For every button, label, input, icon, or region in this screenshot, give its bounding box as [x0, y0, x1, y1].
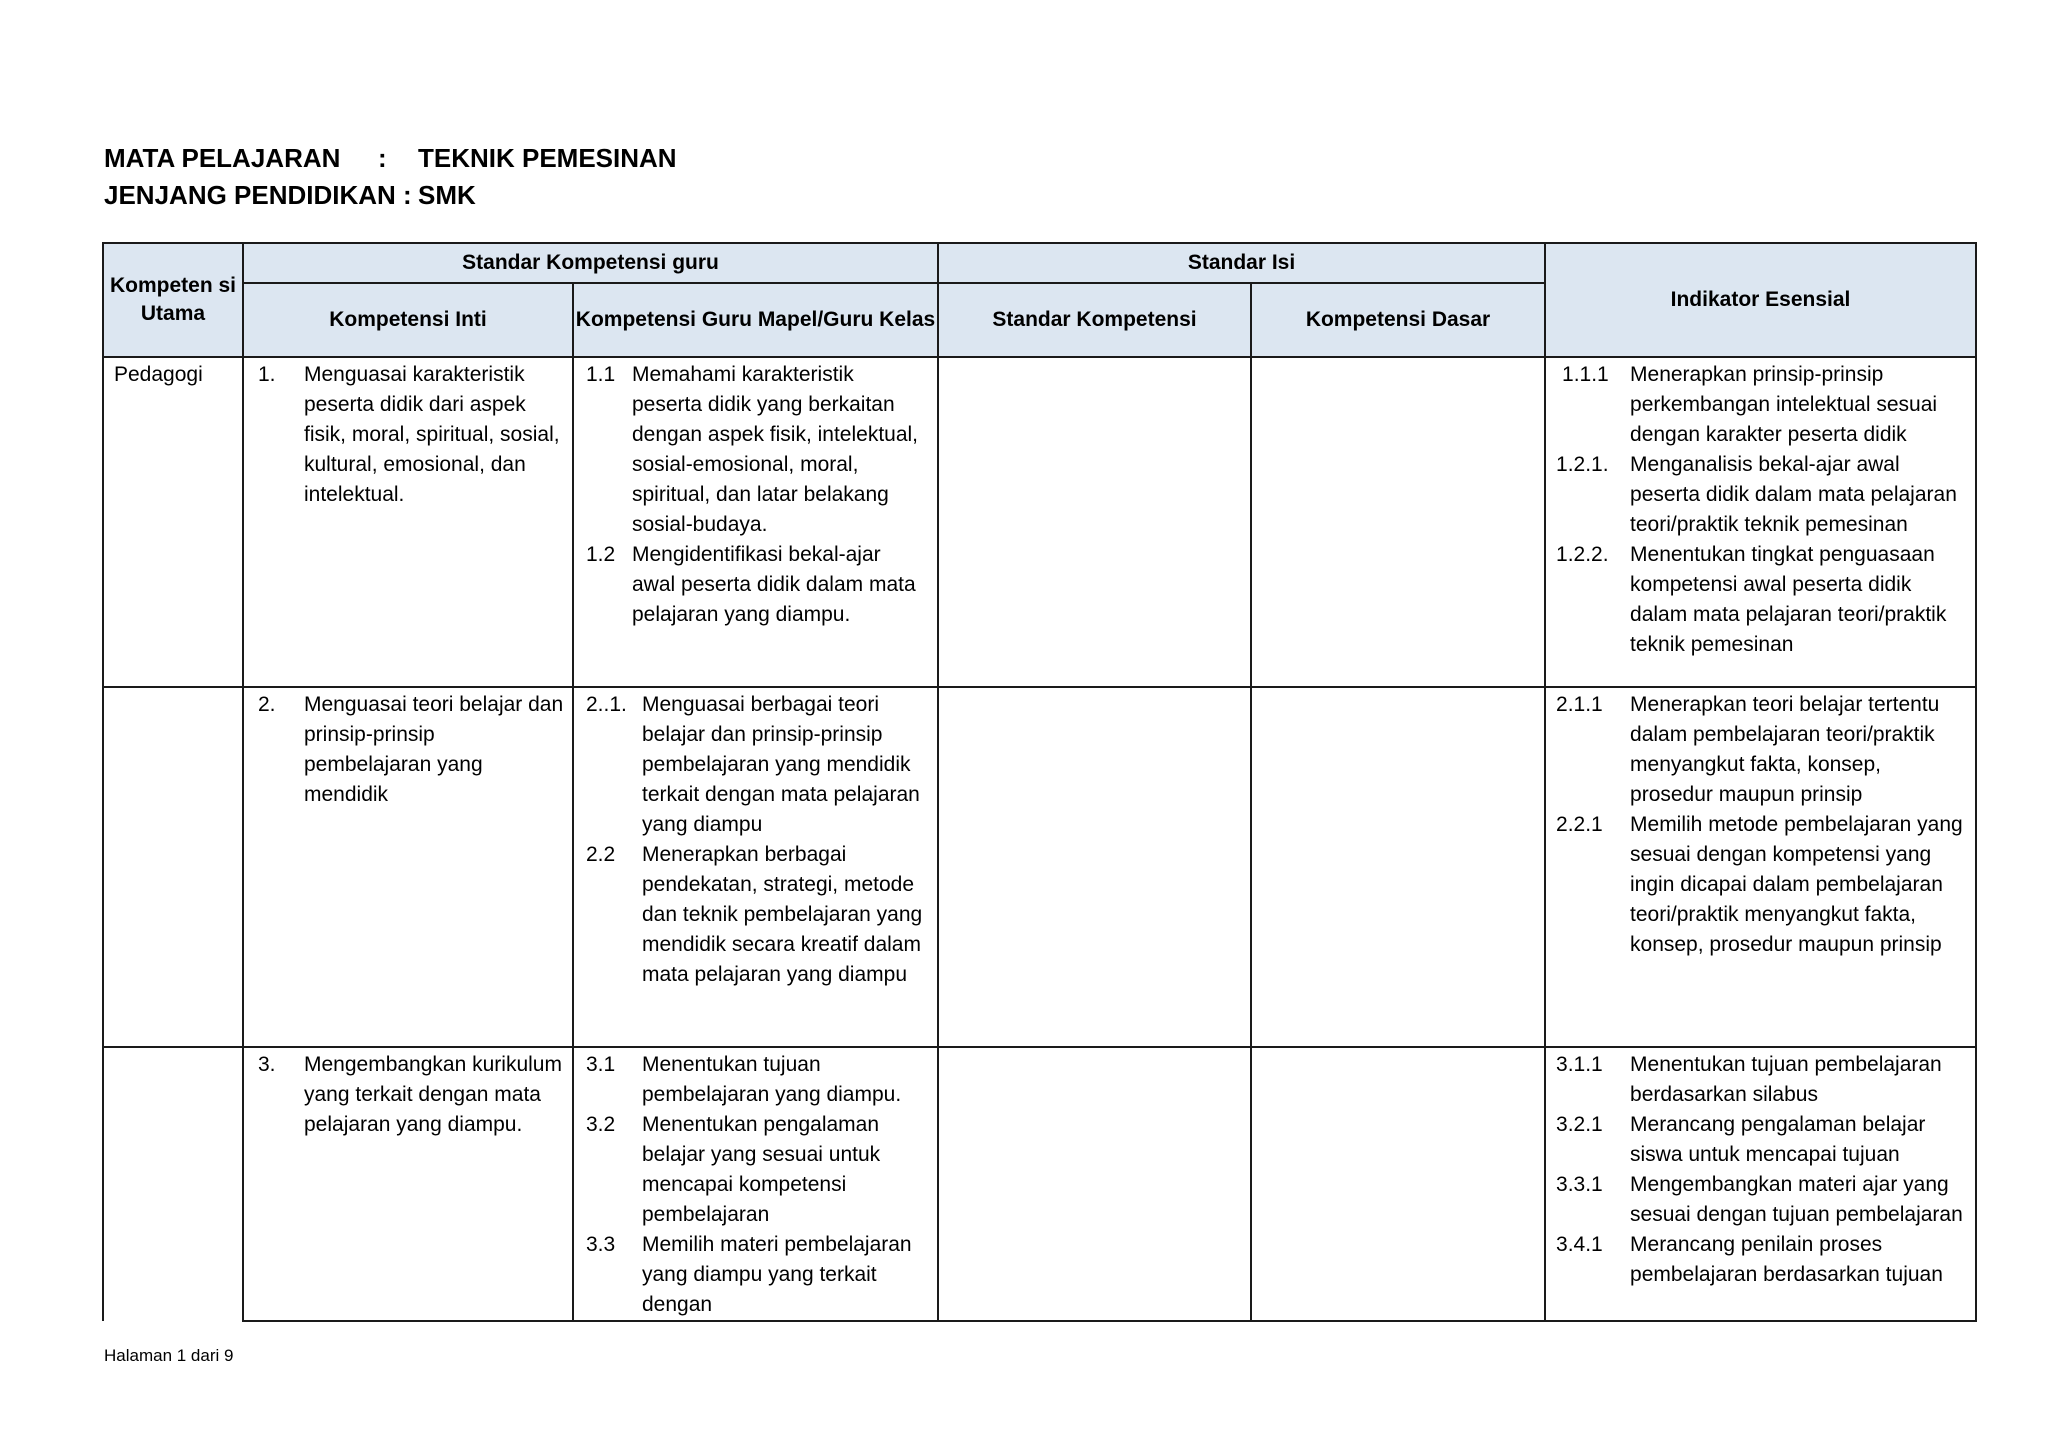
kg-number: 3.1	[586, 1053, 616, 1076]
ie-number: 1.2.2.	[1556, 543, 1609, 566]
table-row	[103, 1047, 1976, 1321]
level-row	[104, 177, 677, 214]
subject-row	[104, 140, 677, 177]
list-item	[1556, 1110, 1967, 1170]
list-item	[1556, 690, 1967, 810]
ie-text: Menerapkan prinsip-prinsip perkembangan intelektual sesuai dengan karakter peserta didik	[1630, 363, 1938, 446]
indikator-cell	[1546, 1048, 1975, 1290]
competency-table	[102, 242, 1977, 1322]
indikator-cell	[1546, 358, 1975, 660]
kg-text: Menentukan tujuan pembelajaran yang diampu.	[642, 1053, 902, 1106]
list-item	[1556, 1170, 1967, 1230]
ie-number: 2.2.1	[1556, 813, 1603, 836]
kg-number: 1.2	[586, 543, 616, 566]
kompetensi-utama-cell	[104, 1048, 242, 1050]
standar-kompetensi-cell	[938, 687, 1251, 1047]
ki-text: Menguasai teori belajar dan prinsip-prinsip pembelajaran yang mendidik	[304, 693, 564, 806]
header-standar-isi: Standar Isi	[938, 243, 1545, 283]
document-header	[104, 140, 677, 214]
header-kompetensi-guru-mapel: Kompetensi Guru Mapel/Guru Kelas	[573, 283, 938, 357]
kg-number: 3.3	[586, 1233, 616, 1256]
ie-text: Memilih metode pembelajaran yang sesuai dengan kompetensi yang ingin dicapai dalam pembelajaran teori/praktik menyangkut fakta, konsep, prosedur maupun prinsip	[1630, 813, 1963, 956]
kg-text: Menerapkan berbagai pendekatan, strategi, metode dan teknik pembelajaran yang mendidik secara kreatif dalam mata pelajaran yang diampu	[642, 843, 923, 986]
table-row	[103, 687, 1976, 1047]
subject-colon: :	[378, 143, 387, 173]
kg-number: 3.2	[586, 1113, 616, 1136]
kompetensi-guru-cell	[574, 358, 937, 630]
ie-text: Menerapkan teori belajar tertentu dalam pembelajaran teori/praktik menyangkut fakta, konsep, prosedur maupun prinsip	[1630, 693, 1940, 806]
kompetensi-dasar-cell	[1251, 1047, 1545, 1321]
standar-kompetensi-cell	[938, 357, 1251, 687]
list-item	[1556, 540, 1967, 660]
ki-number: 1.	[258, 363, 276, 386]
list-item	[584, 690, 929, 840]
ie-text: Menentukan tingkat penguasaan kompetensi awal peserta didik dalam mata pelajaran teori/praktik teknik pemesinan	[1630, 543, 1947, 656]
list-item	[584, 360, 929, 540]
level-value: SMK	[418, 180, 476, 210]
ki-text: Menguasai karakteristik peserta didik dari aspek fisik, moral, spiritual, sosial, kultural, emosional, dan intelektual.	[304, 363, 560, 506]
ie-number: 3.4.1	[1556, 1233, 1603, 1256]
ie-text: Mengembangkan materi ajar yang sesuai dengan tujuan pembelajaran	[1630, 1173, 1963, 1226]
ki-number: 2.	[258, 693, 276, 716]
list-item	[1556, 450, 1967, 540]
kompetensi-inti-cell	[244, 688, 572, 810]
header-standar-kompetensi-guru: Standar Kompetensi guru	[243, 243, 938, 283]
kompetensi-dasar-cell	[1251, 357, 1545, 687]
header-indikator-esensial: Indikator Esensial	[1545, 243, 1976, 357]
kg-text: Memahami karakteristik peserta didik yang berkaitan dengan aspek fisik, intelektual, sosial-emosional, moral, spiritual, dan latar belakang sosial-budaya.	[632, 363, 919, 536]
ie-number: 1.1.1	[1562, 363, 1609, 386]
list-item	[1556, 810, 1967, 960]
kg-text: Menguasai berbagai teori belajar dan prinsip-prinsip pembelajaran yang mendidik terkait dengan mata pelajaran yang diampu	[642, 693, 920, 836]
ie-number: 3.3.1	[1556, 1173, 1603, 1196]
list-item	[1556, 1050, 1967, 1110]
ie-number: 2.1.1	[1556, 693, 1603, 716]
list-item	[1556, 360, 1967, 450]
header-kompetensi-dasar: Kompetensi Dasar	[1251, 283, 1545, 357]
list-item	[584, 1050, 929, 1110]
kg-number: 1.1	[586, 363, 616, 386]
kg-number: 2.2	[586, 843, 616, 866]
table-row	[103, 357, 1976, 687]
list-item	[584, 1230, 929, 1320]
ie-number: 3.1.1	[1556, 1053, 1603, 1076]
level-label: JENJANG PENDIDIKAN :	[104, 180, 412, 210]
standar-kompetensi-cell	[938, 1047, 1251, 1321]
ki-number: 3.	[258, 1053, 276, 1076]
kompetensi-inti-cell	[244, 358, 572, 510]
kompetensi-utama-cell	[104, 688, 242, 690]
kg-text: Menentukan pengalaman belajar yang sesuai untuk mencapai kompetensi pembelajaran	[642, 1113, 881, 1226]
ie-number: 3.2.1	[1556, 1113, 1603, 1136]
list-item	[584, 1110, 929, 1230]
kompetensi-utama-cell: Pedagogi	[114, 363, 203, 386]
header-standar-kompetensi: Standar Kompetensi	[938, 283, 1251, 357]
ie-number: 1.2.1.	[1556, 453, 1609, 476]
kg-text: Memilih materi pembelajaran yang diampu yang terkait dengan	[642, 1233, 912, 1316]
kompetensi-guru-cell	[574, 1048, 937, 1320]
list-item	[584, 540, 929, 630]
ie-text: Merancang penilain proses pembelajaran berdasarkan tujuan	[1630, 1233, 1943, 1286]
kg-number: 2..1.	[586, 693, 627, 716]
indikator-cell	[1546, 688, 1975, 960]
ie-text: Menentukan tujuan pembelajaran berdasarkan silabus	[1630, 1053, 1942, 1106]
list-item	[584, 840, 929, 990]
header-kompetensi-inti: Kompetensi Inti	[243, 283, 573, 357]
list-item	[1556, 1230, 1967, 1290]
subject-label: MATA PELAJARAN	[104, 143, 341, 173]
ie-text: Merancang pengalaman belajar siswa untuk mencapai tujuan	[1630, 1113, 1926, 1166]
ki-text: Mengembangkan kurikulum yang terkait dengan mata pelajaran yang diampu.	[304, 1053, 562, 1136]
kg-text: Mengidentifikasi bekal-ajar awal peserta didik dalam mata pelajaran yang diampu.	[632, 543, 916, 626]
page-footer: Halaman 1 dari 9	[104, 1346, 234, 1365]
ie-text: Menganalisis bekal-ajar awal peserta didik dalam mata pelajaran teori/praktik teknik pemesinan	[1630, 453, 1957, 536]
header-kompetensi-utama: Kompeten si Utama	[103, 243, 243, 357]
kompetensi-guru-cell	[574, 688, 937, 990]
subject-value: TEKNIK PEMESINAN	[418, 143, 677, 173]
kompetensi-inti-cell	[244, 1048, 572, 1140]
kompetensi-dasar-cell	[1251, 687, 1545, 1047]
